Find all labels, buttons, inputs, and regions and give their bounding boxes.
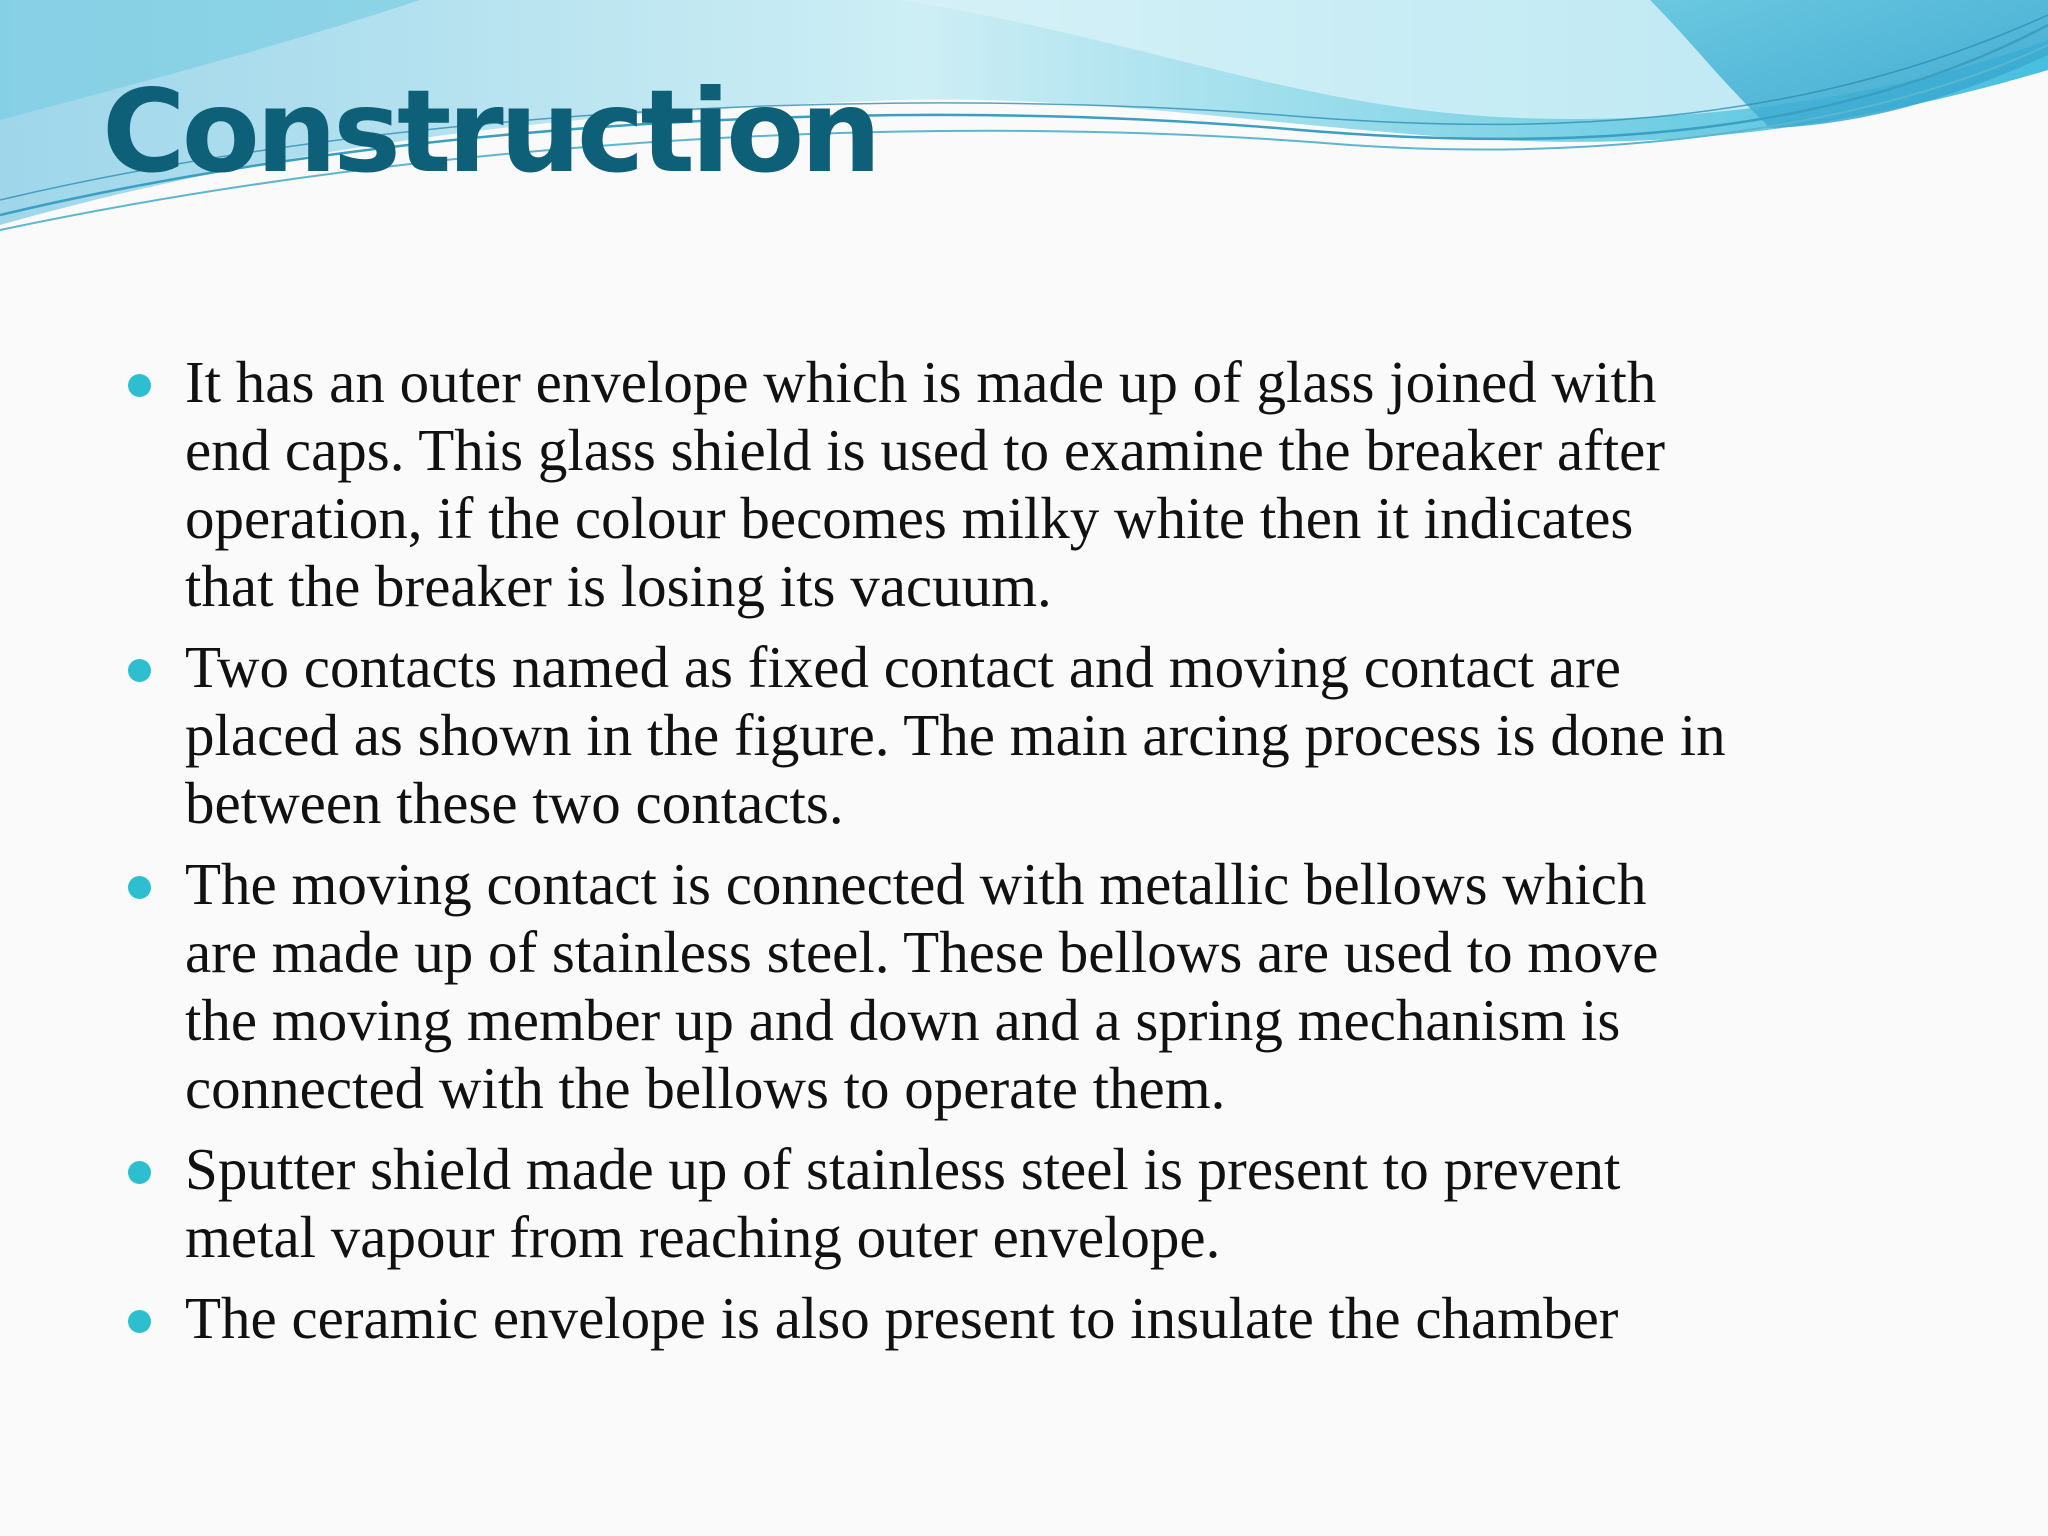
- bullet-dot-icon: [128, 876, 151, 899]
- bullet-item: [128, 633, 2008, 837]
- bullet-dot-icon: [128, 659, 151, 682]
- bullet-line: Sputter shield made up of stainless steel is present to prevent: [185, 1136, 1621, 1202]
- bullet-line: operation, if the colour becomes milky white then it indicates: [185, 485, 1634, 551]
- bullet-line: between these two contacts.: [185, 770, 844, 836]
- bullet-item: [128, 850, 2008, 1122]
- bullet-line: It has an outer envelope which is made up of glass joined with: [185, 349, 1657, 415]
- bullet-line: are made up of stainless steel. These bellows are used to move: [185, 919, 1659, 985]
- bullet-list: [128, 348, 2008, 1365]
- bullet-item: [128, 1284, 2008, 1352]
- bullet-line: metal vapour from reaching outer envelope.: [185, 1204, 1221, 1270]
- bullet-line: Two contacts named as fixed contact and moving contact are: [185, 634, 1621, 700]
- bullet-line: the moving member up and down and a spring mechanism is: [185, 987, 1621, 1053]
- bullet-line: The ceramic envelope is also present to insulate the chamber: [185, 1285, 1619, 1351]
- bullet-dot-icon: [128, 374, 151, 397]
- bullet-item: [128, 1135, 2008, 1271]
- slide-title: Construction: [102, 65, 878, 198]
- bullet-dot-icon: [128, 1161, 151, 1184]
- bullet-line: placed as shown in the figure. The main arcing process is done in: [185, 702, 1726, 768]
- bullet-line: connected with the bellows to operate them.: [185, 1055, 1226, 1121]
- bullet-line: that the breaker is losing its vacuum.: [185, 553, 1052, 619]
- bullet-item: [128, 348, 2008, 620]
- bullet-dot-icon: [128, 1310, 151, 1333]
- bullet-line: The moving contact is connected with metallic bellows which: [185, 851, 1647, 917]
- bullet-line: end caps. This glass shield is used to examine the breaker after: [185, 417, 1666, 483]
